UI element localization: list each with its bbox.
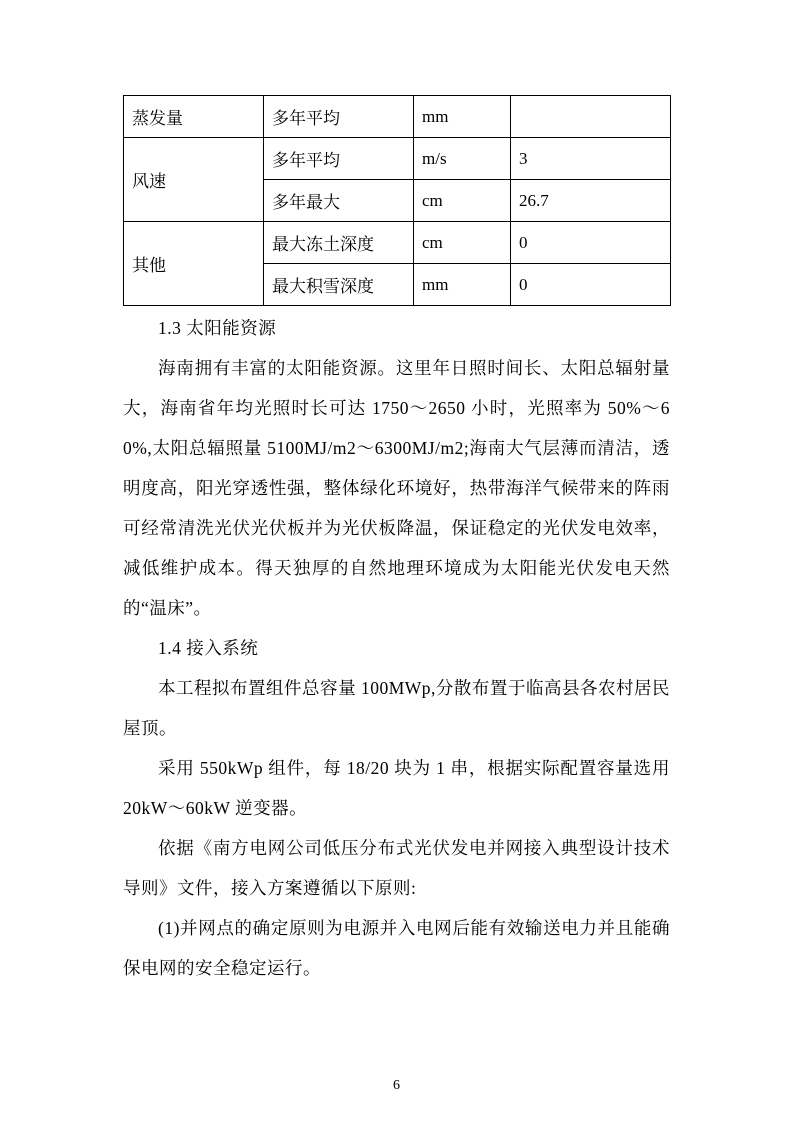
table-cell-unit: cm bbox=[414, 180, 511, 222]
table-cell-value: 3 bbox=[511, 138, 671, 180]
page-content bbox=[123, 95, 670, 988]
table-cell-item: 最大冻土深度 bbox=[264, 222, 414, 264]
body-text bbox=[123, 308, 670, 988]
table-cell-unit: mm bbox=[414, 96, 511, 138]
page-footer bbox=[0, 1078, 793, 1094]
climate-data-table bbox=[123, 95, 671, 306]
table-cell-item: 最大积雪深度 bbox=[264, 264, 414, 306]
table-cell-category: 蒸发量 bbox=[124, 96, 264, 138]
paragraph-project-capacity: 本工程拟布置组件总容量 100MWp,分散布置于临高县各农村居民屋顶。 bbox=[123, 678, 670, 738]
paragraph-design-guideline: 依据《南方电网公司低压分布式光伏发电并网接入典型设计技术导则》文件，接入方案遵循以下原则: bbox=[123, 838, 670, 898]
table-cell-value: 26.7 bbox=[511, 180, 671, 222]
table-cell-item: 多年平均 bbox=[264, 138, 414, 180]
table-cell-value: 0 bbox=[511, 264, 671, 306]
paragraph-module-config: 采用 550kWp 组件，每 18/20 块为 1 串，根据实际配置容量选用 20kW～60kW 逆变器。 bbox=[123, 758, 670, 818]
table-cell-unit: cm bbox=[414, 222, 511, 264]
table-row bbox=[124, 222, 671, 264]
table-cell-unit: mm bbox=[414, 264, 511, 306]
table-cell-category: 风速 bbox=[124, 138, 264, 222]
table-row bbox=[124, 138, 671, 180]
table-cell-unit: m/s bbox=[414, 138, 511, 180]
paragraph-principle-1: (1)并网点的确定原则为电源并入电网后能有效输送电力并且能确保电网的安全稳定运行。 bbox=[123, 918, 670, 978]
table-cell-value bbox=[511, 96, 671, 138]
paragraph-solar-resource: 海南拥有丰富的太阳能资源。这里年日照时间长、太阳总辐射量大，海南省年均光照时长可达 1750～2650 小时，光照率为 50%～60%,太阳总辐照量 5100MJ/m2～6300MJ/m2;海南大气层薄而清洁，透明度高，阳光穿透性强，整体绿化环境好，热带海洋气候带来的阵雨可经常清洗光伏光伏板并为光伏板降温，保证稳定的光伏发电效率，减低维护成本。得天独厚的自然地理环境成为太阳能光伏发电天然的“温床”。 bbox=[123, 358, 670, 618]
table-row bbox=[124, 96, 671, 138]
table-cell-value: 0 bbox=[511, 222, 671, 264]
table-cell-category: 其他 bbox=[124, 222, 264, 306]
table-cell-item: 多年平均 bbox=[264, 96, 414, 138]
page-number: 6 bbox=[393, 1078, 400, 1093]
section-heading-1-3: 1.3 太阳能资源 bbox=[158, 318, 277, 338]
section-heading-1-4: 1.4 接入系统 bbox=[158, 638, 259, 658]
table-cell-item: 多年最大 bbox=[264, 180, 414, 222]
